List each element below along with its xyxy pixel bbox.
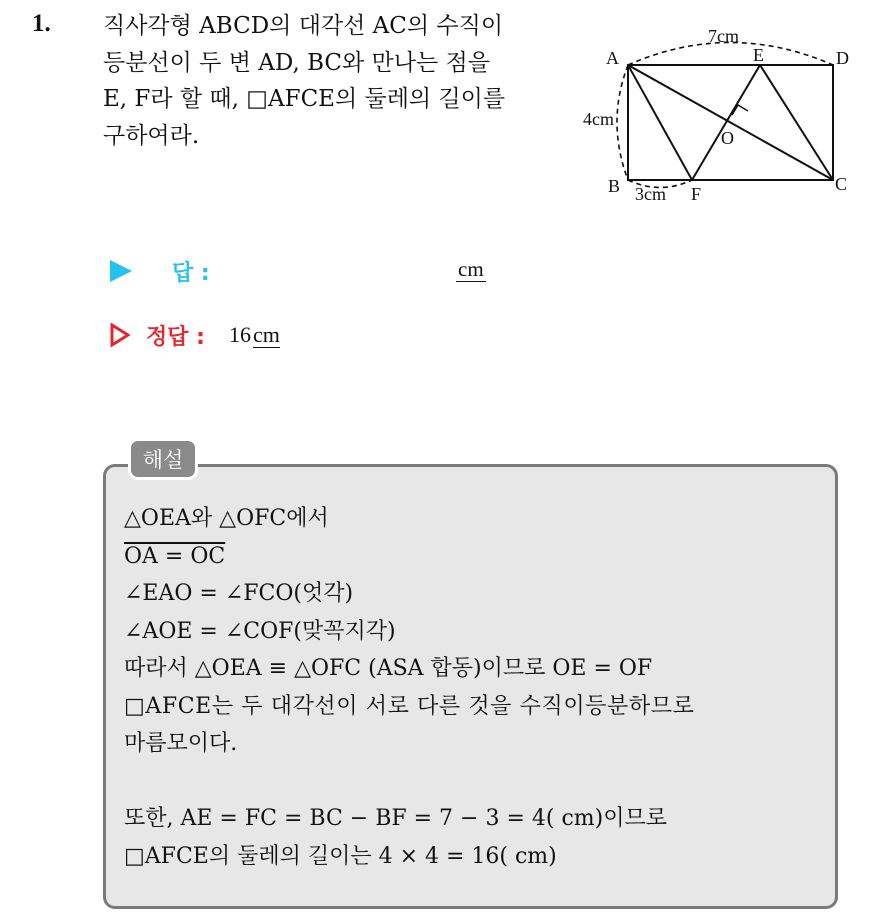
answer-blank-unit: cm bbox=[458, 257, 484, 281]
key-answer-value: 16 bbox=[228, 322, 251, 347]
explanation-line: 마름모이다. bbox=[124, 731, 238, 756]
question-line: 직사각형 ABCD의 대각선 AC의 수직이 bbox=[103, 13, 504, 39]
explanation-tab: 해설 bbox=[128, 438, 198, 480]
explanation-line: ∠AOE = ∠COF(맞꼭지각) bbox=[124, 618, 396, 644]
explanation-line: □AFCE의 둘레의 길이는 4 × 4 = 16( cm) bbox=[124, 843, 557, 869]
explanation-spacer bbox=[124, 763, 834, 801]
explanation-line: △OEA와 △OFC에서 bbox=[124, 506, 329, 531]
length-label-left: 4cm bbox=[583, 109, 614, 129]
segment-ef bbox=[692, 65, 760, 180]
question-number: 1. bbox=[32, 10, 51, 37]
explanation-line: OA = OC bbox=[124, 543, 226, 569]
explanation-line: □AFCE는 두 대각선이 서로 다른 것을 수직이등분하므로 bbox=[124, 693, 695, 719]
answer-row bbox=[110, 255, 210, 287]
explanation-line: ∠EAO = ∠FCO(엇각) bbox=[124, 581, 354, 606]
question-line: 구하여라. bbox=[103, 122, 200, 149]
question-line: 등분선이 두 변 AD, BC와 만나는 점을 bbox=[103, 49, 490, 76]
point-label-b: B bbox=[608, 176, 621, 196]
point-label-d: D bbox=[836, 48, 849, 68]
outline-arrow-icon bbox=[110, 323, 130, 347]
explanation-line: 따라서 △OEA ≡ △OFC (ASA 합동)이므로 OE = OF bbox=[124, 656, 653, 681]
play-arrow-icon bbox=[110, 260, 132, 282]
question-text bbox=[103, 8, 563, 154]
length-label-bottom: 3cm bbox=[635, 184, 666, 204]
answer-label: 답 : bbox=[172, 260, 210, 286]
point-label-c: C bbox=[835, 174, 848, 194]
point-label-o: O bbox=[721, 128, 734, 148]
key-answer-row bbox=[110, 318, 280, 352]
dimension-arc-left bbox=[617, 65, 628, 180]
point-label-a: A bbox=[606, 48, 619, 68]
diagonal-ac bbox=[628, 65, 833, 180]
length-label-top: 7cm bbox=[708, 26, 739, 46]
key-answer-unit: cm bbox=[252, 321, 280, 347]
segment-ec bbox=[760, 65, 833, 180]
point-label-e: E bbox=[753, 45, 764, 65]
explanation-body bbox=[124, 500, 834, 875]
point-label-f: F bbox=[691, 184, 702, 204]
key-answer-label: 정답 : bbox=[146, 324, 205, 350]
explanation-line: 또한, AE = FC = BC − BF = 7 − 3 = 4( cm)이므로 bbox=[124, 806, 667, 831]
rectangle-figure bbox=[578, 20, 858, 210]
question-line: E, F라 할 때, □AFCE의 둘레의 길이를 bbox=[103, 86, 506, 112]
